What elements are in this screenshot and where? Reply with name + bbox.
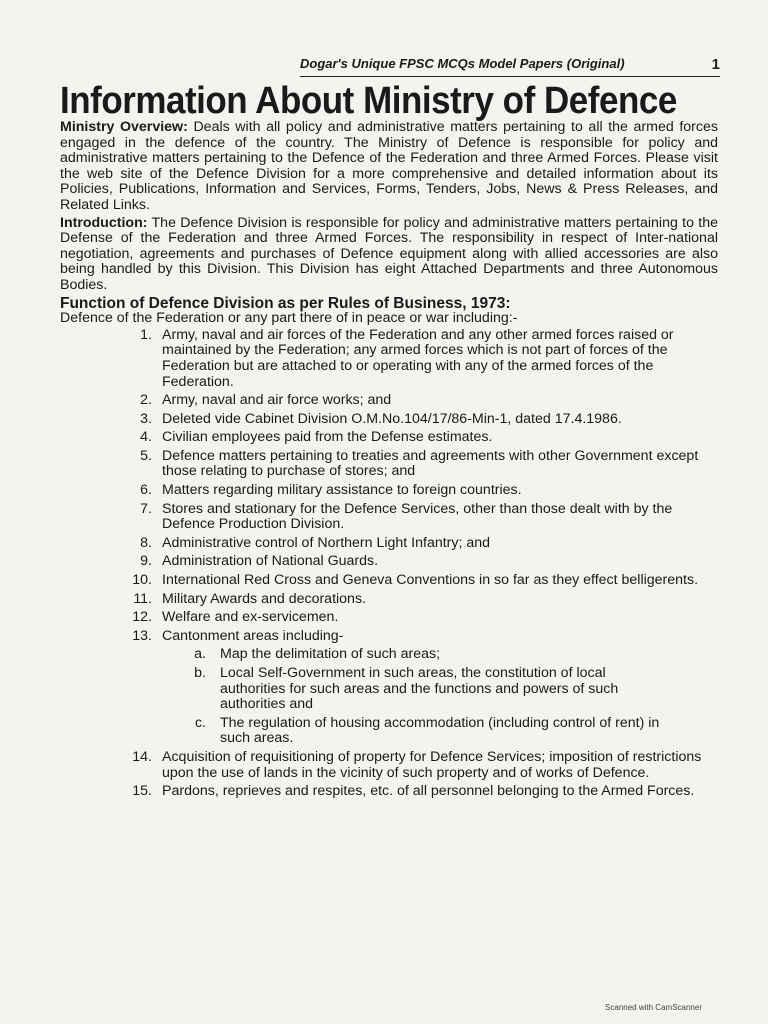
introduction-label: Introduction: (60, 214, 148, 231)
list-item-number: 11. (133, 590, 152, 607)
cantonment-sublist (60, 647, 718, 747)
list-item-text: Army, naval and air force works; and (162, 392, 392, 409)
list-item-number: 7. (140, 500, 152, 517)
list-item-text: Cantonment areas including- (162, 627, 344, 644)
sub-list-item-number: a. (194, 646, 206, 663)
list-item-number: 10. (132, 572, 152, 589)
list-item (60, 629, 718, 645)
list-item (60, 328, 718, 390)
list-item-number: 9. (140, 553, 152, 570)
list-item-number: 4. (140, 429, 152, 446)
scanner-watermark: Scanned with CamScanner (605, 1003, 702, 1012)
overview-label: Ministry Overview: (60, 119, 188, 135)
list-item (60, 573, 718, 589)
introduction-paragraph (60, 216, 718, 294)
list-item (60, 483, 718, 499)
list-item-text: Army, naval and air forces of the Federation and any other armed forces raised or maintained by the Federation; any armed forces which is not part of forces of the Federation but are attached to or operating with any of the armed forces of the Federation. (162, 326, 674, 390)
list-item-text: Acquisition of requisitioning of property for Defence Services; imposition of restrictions upon the use of lands in the vicinity of such property and of works of Defence. (162, 748, 702, 781)
overview-text: Deals with all policy and administrative matters pertaining to all the armed forces engaged in the defence of the country. The Ministry of Defence is responsible for policy and administrative matters pertaining to the Defence of the Federation and three Armed Forces. Please visit the web site of the Defence Division for a more comprehensive and detailed information about its Policies, Publications, Information and Services, Forms, Tenders, Jobs, News & Press Releases, and Related Links. (60, 119, 718, 213)
running-header (300, 56, 720, 71)
functions-lead: Defence of the Federation or any part there of in peace or war including:- (60, 310, 518, 327)
list-item-text: Civilian employees paid from the Defense estimates. (162, 429, 493, 446)
overview-paragraph (60, 120, 718, 214)
list-item (60, 430, 718, 446)
list-item-number: 1. (140, 326, 152, 343)
page-title: Information About Ministry of Defence (60, 80, 677, 122)
sub-list-item (60, 647, 718, 663)
functions-heading: Function of Defence Division as per Rules of Business, 1973: (60, 294, 511, 312)
list-item-number: 8. (140, 534, 152, 551)
list-item-number: 5. (140, 447, 152, 464)
sub-list-item (60, 666, 718, 713)
list-item-text: Deleted vide Cabinet Division O.M.No.104/17/86-Min-1, dated 17.4.1986. (162, 410, 622, 427)
list-item (60, 610, 718, 626)
list-item (60, 554, 718, 570)
page-number: 1 (711, 56, 720, 73)
list-item-number: 14. (132, 748, 152, 765)
book-title: Dogar's Unique FPSC MCQs Model Papers (Original) (300, 56, 625, 71)
list-item (60, 449, 718, 480)
sub-list-item-number: b. (194, 665, 206, 681)
list-item-number: 2. (140, 392, 152, 409)
header-rule (300, 76, 720, 77)
list-item-number: 3. (140, 410, 152, 427)
list-item-text: Administration of National Guards. (162, 553, 379, 570)
list-item (60, 750, 718, 781)
list-item-text: Defence matters pertaining to treaties and agreements with other Government except those relating to purchase of stores; and (162, 447, 699, 480)
list-item (60, 592, 718, 608)
list-item-number: 12. (132, 609, 152, 626)
functions-list-continued (60, 750, 718, 800)
sub-list-item (60, 716, 718, 747)
document-body (60, 120, 718, 803)
list-item-text: Military Awards and decorations. (162, 590, 366, 607)
list-item (60, 502, 718, 533)
list-item-text: Welfare and ex-servicemen. (162, 609, 339, 626)
list-item-text: International Red Cross and Geneva Conventions in so far as they effect belligerents. (162, 572, 699, 589)
list-item-text: Stores and stationary for the Defence Services, other than those dealt with by the Defence Production Division. (162, 500, 673, 533)
list-item-text: Matters regarding military assistance to foreign countries. (162, 482, 522, 499)
list-item (60, 412, 718, 428)
sub-list-item-text: The regulation of housing accommodation (including control of rent) in such areas. (220, 714, 660, 747)
list-item (60, 536, 718, 552)
list-item (60, 393, 718, 409)
sub-list-item-text: Map the delimitation of such areas; (220, 646, 441, 663)
sub-list-item-number: c. (194, 714, 206, 731)
list-item-text: Administrative control of Northern Light Infantry; and (162, 534, 491, 551)
introduction-text: The Defence Division is responsible for policy and administrative matters pertaining to the Defense of the Federation and three Armed Forces. The responsibility in respect of Inter-national negotiation, agreements and purchases of Defence equipment along with allied accessories are also being handled by this Division. This Division has eight Attached Departments and three Autonomous Bodies. (60, 214, 718, 293)
list-item-text: Pardons, reprieves and respites, etc. of all personnel belonging to the Armed Forces. (162, 783, 695, 800)
list-item-number: 13. (132, 627, 152, 644)
list-item (60, 784, 718, 800)
sub-list-item-text: Local Self-Government in such areas, the constitution of local authorities for such areas and the functions and powers of such authorities and (220, 665, 619, 713)
list-item-number: 6. (140, 482, 152, 499)
functions-list (60, 328, 718, 645)
list-item-number: 15. (132, 783, 152, 800)
